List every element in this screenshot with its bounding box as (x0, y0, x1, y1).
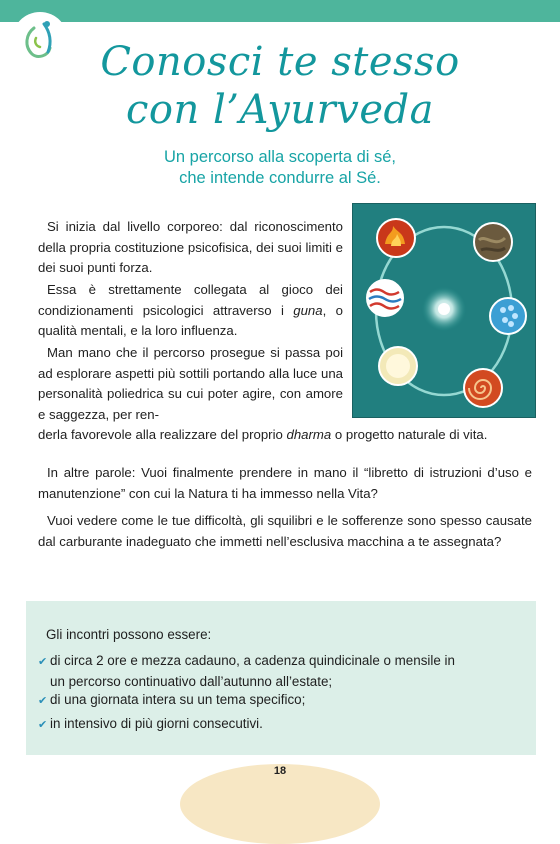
earth-element-icon (474, 223, 512, 261)
paragraph-2-text-b: , o qualità mentali, e la loro influenza. (38, 302, 343, 339)
title-line-2: con l’Ayurveda (126, 87, 434, 133)
paragraph-5-text: Vuoi vedere come le tue difficoltà, gli squilibri e le sofferenze sono spesso causate dal carburante inadeguato che immetti nell’esclusiva macchina a te assegnata? (38, 513, 532, 549)
water-element-icon (490, 298, 526, 334)
check-icon: ✔ (38, 695, 48, 707)
paragraph-2-text-a: Essa è strettamente collegata al gioco dei condizionamenti psicologici attraverso i (38, 282, 343, 318)
paragraph-3b-text-a: derla favorevole alla realizzare del proprio (38, 427, 287, 442)
page-number: 18 (273, 765, 287, 777)
air-element-icon (367, 280, 403, 316)
bullet-item-1-line-2: un percorso continuativo dall’autunno all’estate; (50, 674, 333, 689)
paragraph-3-text: Man mano che il percorso prosegue si passa poi ad esplorare aspetti più sottili portando alla luce una personalità poliedrica su cui poter agire, con amore e saggezza, per ren- (38, 345, 343, 422)
paragraph-1 (38, 217, 343, 279)
top-color-bar (0, 0, 560, 22)
subtitle-line-1: Un percorso alla scoperta di sé, (163, 148, 397, 166)
paragraph-4-text: In altre parole: Vuoi finalmente prendere in mano il “libretto di istruzioni d’uso e manutenzione” con cui la Natura ti ha immesso nella Vita? (38, 465, 532, 501)
ayurveda-logo (14, 14, 66, 66)
paragraph-4 (38, 463, 532, 504)
paragraph-3 (38, 343, 343, 425)
title-line-1: Conosci te stesso (100, 39, 460, 85)
bullet-item-1-line-1: di circa 2 ore e mezza cadauno, a cadenza quindicinale o mensile in (50, 653, 455, 668)
paragraph-3b-emphasis: dharma (286, 427, 332, 442)
bullet-item-1 (38, 651, 528, 691)
paragraph-2-emphasis: guna (293, 302, 323, 318)
spiral-element-icon (464, 369, 502, 407)
page-subtitle (90, 147, 470, 189)
paragraph-3-continued (38, 425, 532, 446)
bullet-item-3-text: in intensivo di più giorni consecutivi. (50, 716, 263, 731)
bullet-item-3 (38, 714, 528, 735)
space-element-icon (379, 347, 417, 385)
paragraph-5 (38, 511, 532, 552)
paragraph-1-text: Si inizia dal livello corporeo: dal riconoscimento della propria costituzione psicofisica, dei suoi limiti e dei suoi punti forza. (38, 219, 343, 276)
bullet-item-2-text: di una giornata intera su un tema specifico; (50, 692, 306, 707)
subtitle-line-2: che intende condurre al Sé. (179, 169, 381, 187)
fire-element-icon (377, 219, 415, 257)
check-icon: ✔ (38, 719, 48, 731)
bullet-item-2 (38, 690, 528, 711)
page-title (80, 38, 480, 134)
paragraph-3b-text-b: o progetto naturale di vita. (331, 427, 488, 442)
elements-illustration (352, 203, 536, 418)
check-icon: ✔ (38, 656, 48, 668)
paragraph-2 (38, 280, 343, 342)
info-intro: Gli incontri possono essere: (46, 627, 212, 642)
